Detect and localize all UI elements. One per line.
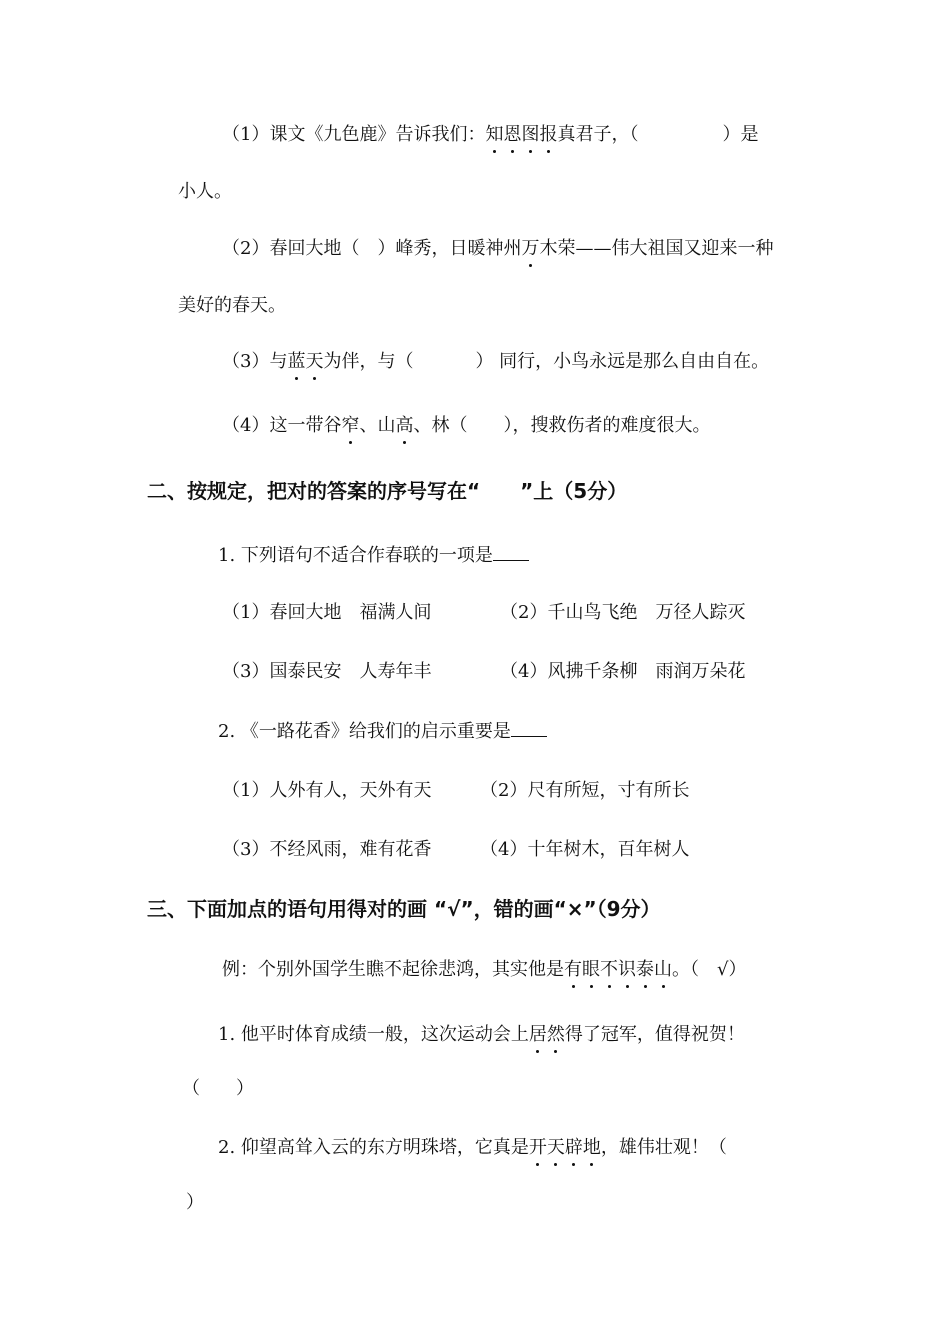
dotted-char: 开 xyxy=(528,1137,547,1158)
answer-line[interactable] xyxy=(493,544,529,561)
option[interactable]: （1）人外有人，天外有天 xyxy=(222,780,432,801)
q-text: 得了冠军，值得祝贺！ xyxy=(564,1024,745,1045)
dotted-char: 天 xyxy=(305,351,324,372)
stem-text: 1. 下列语句不适合作春联的一项是 xyxy=(218,545,493,566)
q2-continuation xyxy=(178,294,286,318)
dotted-char: 泰 xyxy=(636,959,654,980)
p2-q2-stem xyxy=(218,720,547,744)
dotted-char: 报 xyxy=(539,124,558,145)
dotted-char: 眼 xyxy=(582,959,600,980)
dotted-char: 地 xyxy=(582,1137,601,1158)
dotted-char: 山 xyxy=(654,959,672,980)
dotted-char: 万 xyxy=(521,238,540,259)
q2-text: 木荣——伟大祖国又迎来一种 xyxy=(539,238,774,259)
option[interactable]: （3）不经风雨，难有花香 xyxy=(222,839,432,860)
q1-text: （1）课文《九色鹿》告诉我们： xyxy=(222,124,486,145)
heading-text: ”上（5分） xyxy=(520,479,628,503)
q3-line xyxy=(222,350,769,374)
q-text: 2. 仰望高耸入云的东方明珠塔，它真是 xyxy=(218,1137,529,1158)
q2-cont-text: 美好的春天。 xyxy=(178,295,286,316)
dotted-char: 知 xyxy=(485,124,504,145)
answer-line[interactable] xyxy=(511,720,547,737)
answer-parentheses[interactable]: （ ） xyxy=(182,1078,254,1099)
q1-line xyxy=(222,123,758,147)
q1-continuation xyxy=(178,180,232,204)
q4-line xyxy=(222,414,710,438)
stem-text: 2. 《一路花香》给我们的启示重要是 xyxy=(218,721,511,742)
q2-text: （2）春回大地（ ）峰秀，日暖神州 xyxy=(222,238,522,259)
p2-q1-stem xyxy=(218,544,529,568)
q3-text: ） 同行，小鸟永远是那么自由自在。 xyxy=(475,351,770,372)
heading-text: 二、按规定，把对的答案的序号写在“ xyxy=(147,479,481,503)
q1-text: 真君子，（ xyxy=(557,124,639,145)
option[interactable]: （3）国泰民安 人寿年丰 xyxy=(222,661,432,682)
option[interactable]: （1）春回大地 福满人间 xyxy=(222,602,432,623)
dotted-char: 恩 xyxy=(503,124,522,145)
q-text: 1. 他平时体育成绩一般，这次运动会上 xyxy=(218,1024,529,1045)
dotted-char: 窄 xyxy=(341,415,360,436)
option[interactable]: （4）风拂千条柳 雨润万朵花 xyxy=(500,661,746,682)
example-text: 例：个别外国学生瞧不起徐悲鸿，其实他是 xyxy=(222,959,564,980)
q3-text: （3）与 xyxy=(222,351,288,372)
example-line xyxy=(222,958,746,982)
option[interactable]: （2）尺有所短，寸有所长 xyxy=(480,780,690,801)
q3-text: 为伴，与（ xyxy=(323,351,414,372)
example-text: 。（ √） xyxy=(672,959,747,980)
dotted-char: 有 xyxy=(564,959,582,980)
dotted-char: 天 xyxy=(546,1137,565,1158)
dotted-char: 蓝 xyxy=(287,351,306,372)
dotted-char: 识 xyxy=(618,959,636,980)
p3-q2-line xyxy=(218,1136,727,1160)
p3-q1-line xyxy=(218,1023,745,1047)
option[interactable]: （4）十年树木，百年树人 xyxy=(480,839,690,860)
dotted-char: 图 xyxy=(521,124,540,145)
dotted-char: 不 xyxy=(600,959,618,980)
section-2-heading xyxy=(147,478,627,504)
q-text: ，雄伟壮观！（ xyxy=(600,1137,727,1158)
dotted-char: 居 xyxy=(528,1024,547,1045)
q4-text: 、山 xyxy=(359,415,396,436)
q2-line xyxy=(222,237,773,261)
option[interactable]: （2）千山鸟飞绝 万径人踪灭 xyxy=(500,602,746,623)
answer-parentheses[interactable]: ） xyxy=(186,1192,204,1213)
q4-text: 、林（ ），搜救伤者的难度很大。 xyxy=(413,415,711,436)
dotted-char: 然 xyxy=(546,1024,565,1045)
dotted-char: 高 xyxy=(395,415,414,436)
q1-cont-text: 小人。 xyxy=(178,181,232,202)
q4-text: （4）这一带谷 xyxy=(222,415,342,436)
q1-text: ）是 xyxy=(722,124,759,145)
section-3-heading: 三、下面加点的语句用得对的画 “√”，错的画“×”（9分） xyxy=(147,897,661,921)
dotted-char: 辟 xyxy=(564,1137,583,1158)
